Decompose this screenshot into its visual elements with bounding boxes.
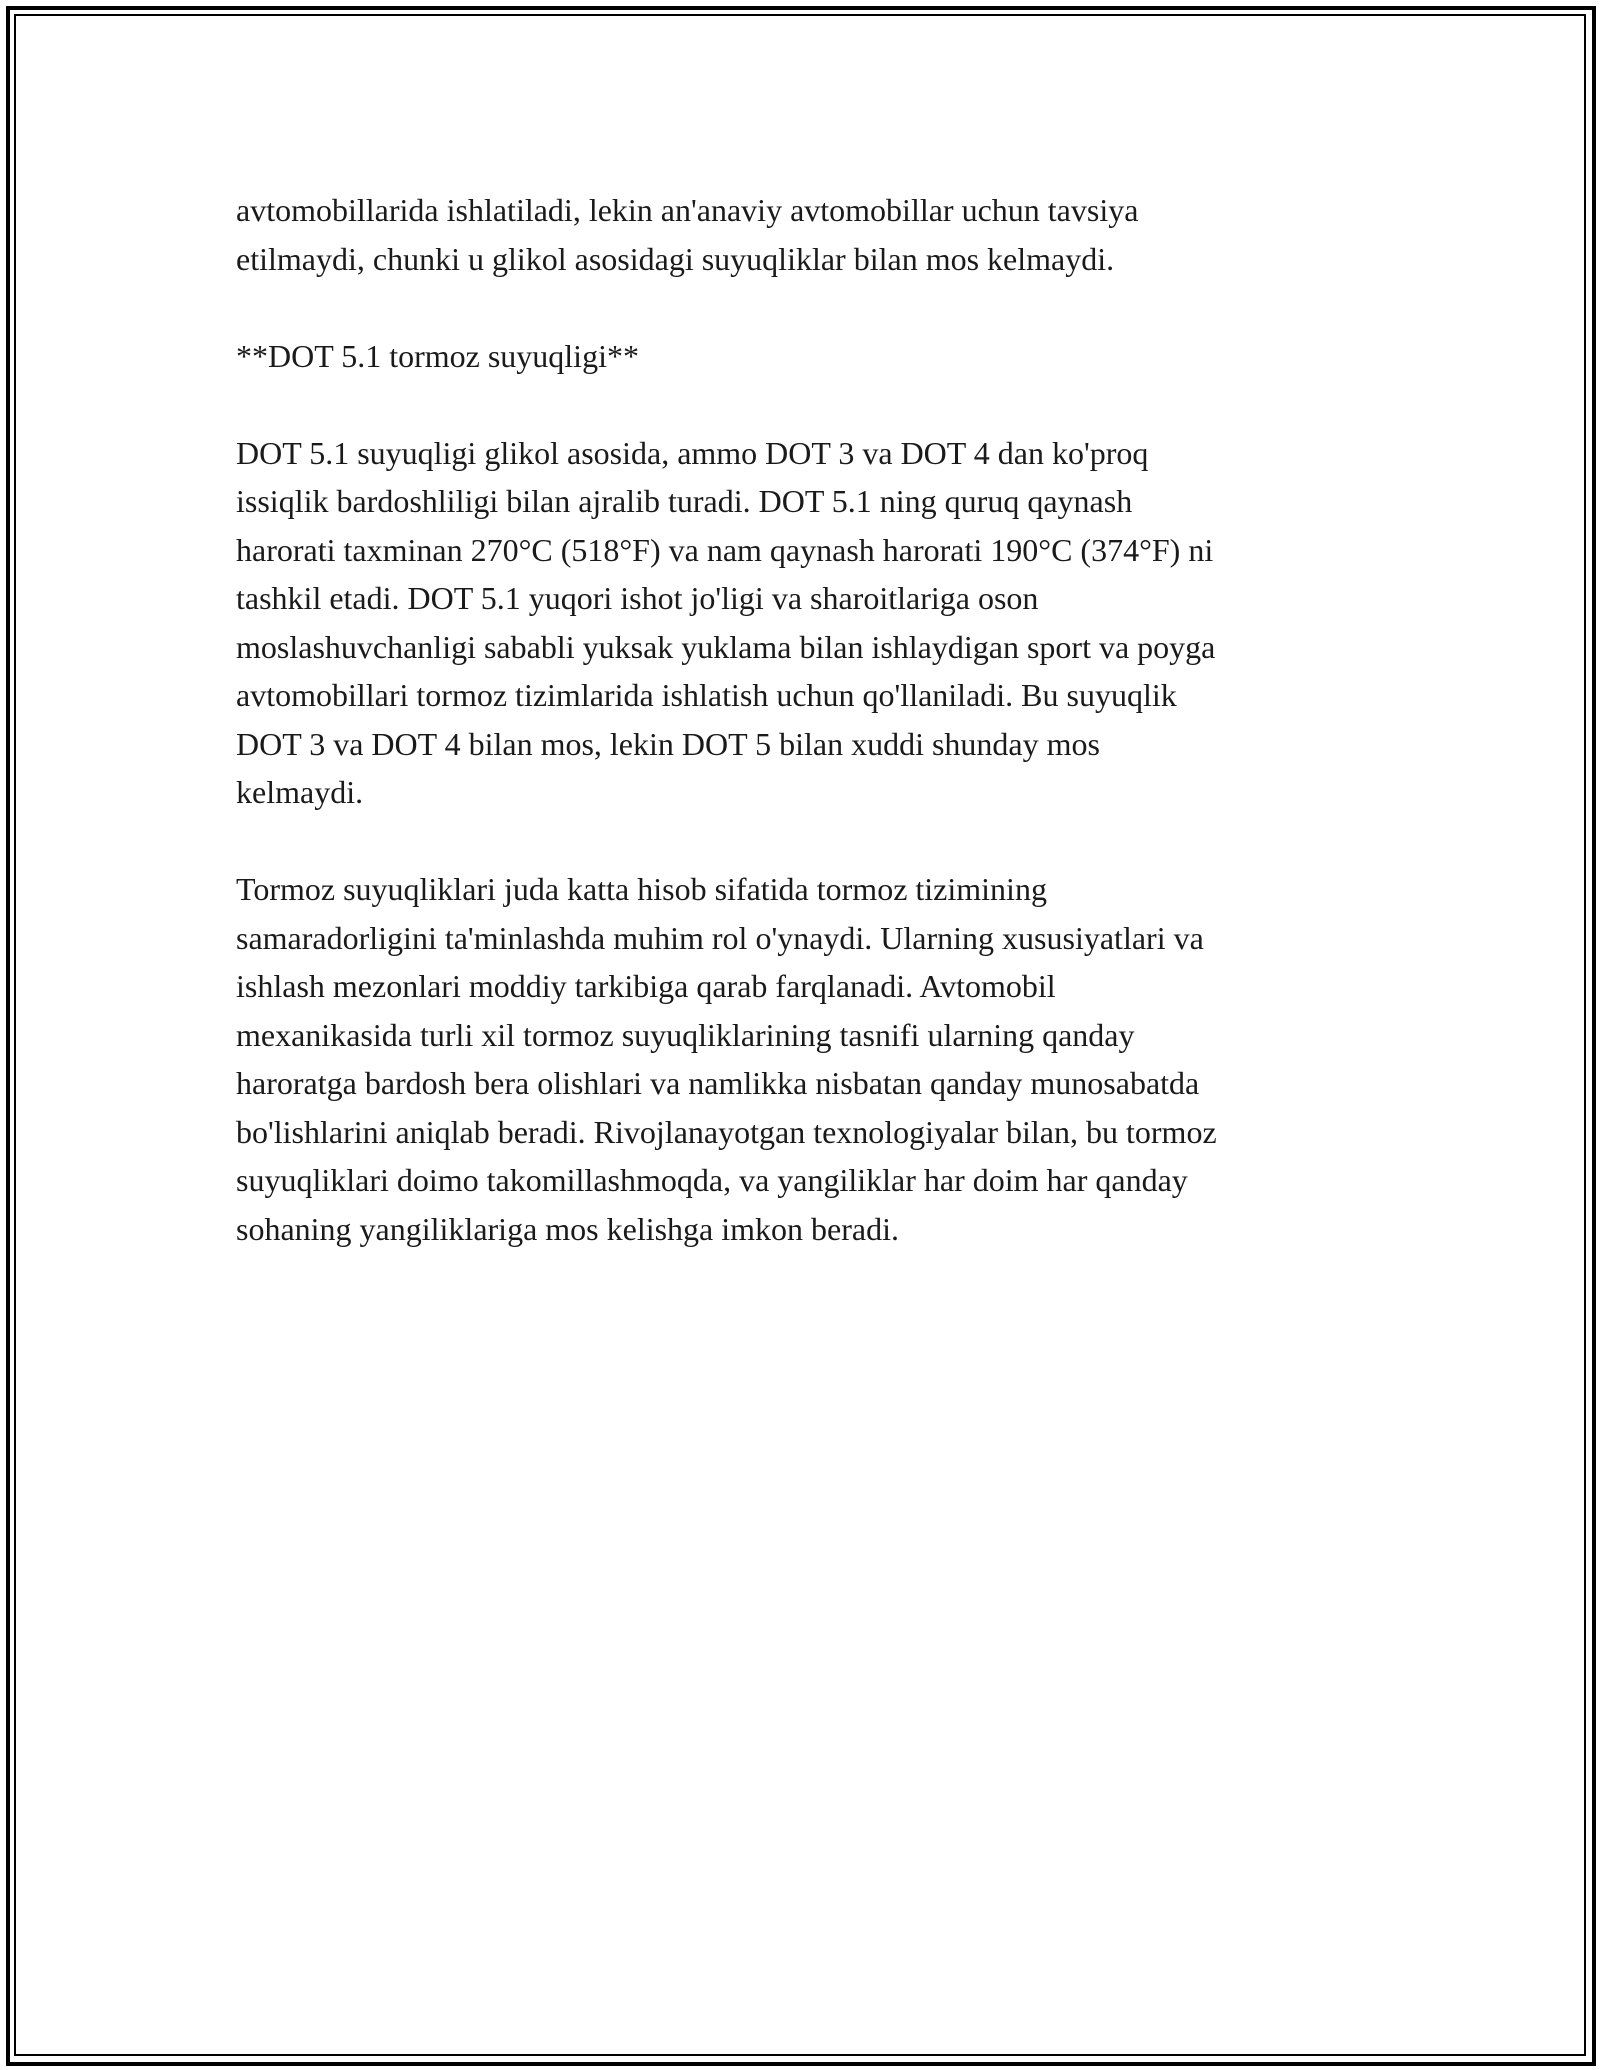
document-body <box>236 186 1386 1302</box>
paragraph-dot5-continuation: avtomobillarida ishlatiladi, lekin an'anaviy avtomobillar uchun tavsiya etilmaydi, chunki u glikol asosidagi suyuqliklar bilan mos kelmaydi. <box>236 192 1139 277</box>
paragraph-conclusion: Tormoz suyuqliklari juda katta hisob sifatida tormoz tizimining samaradorligini ta'minlashda muhim rol o'ynaydi. Ularning xususiyatlari va ishlash mezonlari moddiy tarkibiga qarab farqlanadi. Avtomobil mexanikasida turli xil tormoz suyuqliklarining tasnifi ularning qanday haroratga bardosh bera olishlari va namlikka nisbatan qanday munosabatda bo'lishlarini aniqlab beradi. Rivojlanayotgan texnologiyalar bilan, bu tormoz suyuqliklari doimo takomillashmoqda, va yangiliklar har doim har qanday sohaning yangiliklariga mos kelishga imkon beradi. <box>236 871 1217 1247</box>
paragraph-dot51-description: DOT 5.1 suyuqligi glikol asosida, ammo DOT 3 va DOT 4 dan ko'proq issiqlik bardoshliligi bilan ajralib turadi. DOT 5.1 ning quruq qaynash harorati taxminan 270°C (518°F) va nam qaynash harorati 190°C (374°F) ni tashkil etadi. DOT 5.1 yuqori ishot jo'ligi va sharoitlariga oson moslashuvchanligi sababli yuksak yuklama bilan ishlaydigan sport va poyga avtomobillari tormoz tizimlarida ishlatish uchun qo'llaniladi. Bu suyuqlik DOT 3 va DOT 4 bilan mos, lekin DOT 5 bilan xuddi shunday mos kelmaydi. <box>236 434 1216 810</box>
section-heading-dot51: **DOT 5.1 tormoz suyuqligi** <box>236 337 639 374</box>
